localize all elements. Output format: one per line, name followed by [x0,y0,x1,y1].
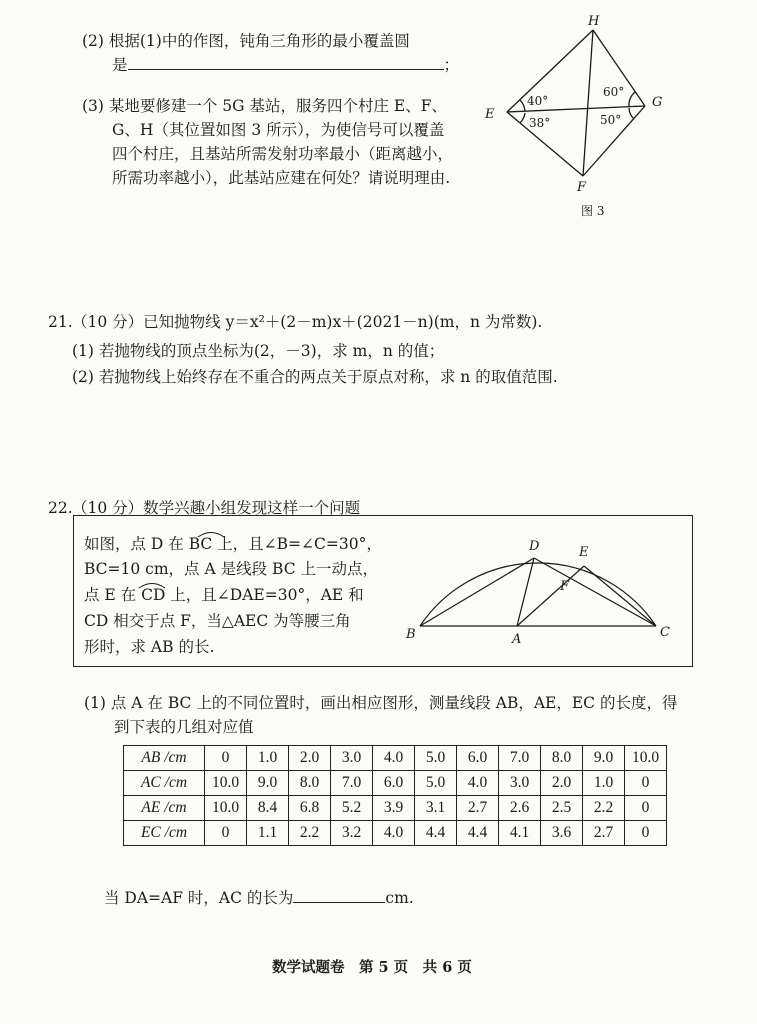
q21-part1: (1) 若抛物线的顶点坐标为(2，－3)，求 m，n 的值； [72,342,445,360]
point-B-label: B [406,627,416,642]
table-cell: 2.5 [541,796,583,821]
table-cell: 10.0 [205,796,247,821]
segment-HF [583,30,593,176]
arc-BC [420,563,656,626]
vertex-F-label: F [577,180,587,195]
table-cell: 1.0 [583,771,625,796]
q20-part2-suffix: ； [443,56,460,74]
answer-blank[interactable] [128,69,444,70]
row-header-EC: EC /cm [124,821,205,846]
table-cell: 2.2 [289,821,331,846]
q22-stem: （10 分）数学兴趣小组发现这样一个问题 [72,499,361,517]
point-A-label: A [512,632,522,647]
table-cell: 2.6 [499,796,541,821]
segment-DC [534,558,656,626]
table-cell: 3.6 [541,821,583,846]
segment-DA [517,558,534,626]
table-cell: 1.0 [247,746,289,771]
angle-50-label: 50° [600,113,622,127]
table-cell: 3.2 [331,821,373,846]
q22-box-line1: 如图，点 D 在 BC 上，且∠B=∠C=30°， [84,535,382,553]
q20-part2-line2 [112,54,459,76]
segment-AE [517,566,584,626]
q20-part3-line4: 所需功率越小），此基站应建在何处？请说明理由. [112,169,451,187]
table-cell: 0 [625,796,667,821]
table-cell: 9.0 [583,746,625,771]
q20-part3-line3: 四个村庄，且基站所需发射功率最小（距离越小， [112,145,454,163]
table-cell: 6.8 [289,796,331,821]
q22-box-line5: 形时，求 AB 的长. [84,638,215,656]
table-cell: 4.0 [373,746,415,771]
table-cell: 2.2 [583,796,625,821]
table-cell: 2.7 [457,796,499,821]
table-row [124,771,667,796]
table-cell: 1.1 [247,821,289,846]
q21-stem: （10 分）已知抛物线 y＝x²＋(2－m)x＋(2021－n)(m，n 为常数). [72,313,543,331]
q22-arc-figure [398,528,688,656]
point-D-label: D [529,539,540,554]
q22-number: 22. [48,499,73,517]
q22-box-line2: BC=10 cm，点 A 是线段 BC 上一动点， [84,560,378,578]
page-footer: 数学试题卷 第 5 页 共 6 页 [272,959,472,976]
q22-measurement-table [123,745,667,846]
table-cell: 6.0 [457,746,499,771]
row-header-AE: AE /cm [124,796,205,821]
table-cell: 2.0 [541,771,583,796]
table-cell: 8.4 [247,796,289,821]
arc-mark-BC [196,530,226,538]
table-cell: 0 [625,771,667,796]
angle-40-label: 40° [527,94,549,108]
q20-part3-line2: G、H（其位置如图 3 所示），为使信号可以覆盖 [112,121,445,139]
q20-part2-prefix: 是 [112,56,128,74]
table-cell: 10.0 [205,771,247,796]
point-F-label: F [560,579,570,594]
figure-3-caption: 图 3 [581,204,605,218]
angle-60-label: 60° [603,85,625,99]
angle-38-label: 38° [529,116,551,130]
segment-BD [420,558,534,626]
table-cell: 8.0 [541,746,583,771]
vertex-E-label: E [485,107,495,122]
table-row [124,796,667,821]
table-cell: 3.9 [373,796,415,821]
figure-3-quadrilateral [480,8,680,223]
q22-box-line3: 点 E 在 CD 上，且∠DAE=30°，AE 和 [84,586,364,604]
answer-blank[interactable] [293,902,385,903]
table-cell: 3.0 [331,746,373,771]
arc-mark-CD [137,581,167,589]
vertex-G-label: G [652,95,663,110]
table-cell: 2.0 [289,746,331,771]
table-row [124,746,667,771]
table-cell: 4.4 [457,821,499,846]
table-cell: 7.0 [499,746,541,771]
q20-part3-line1: (3) 某地要修建一个 5G 基站，服务四个村庄 E、F、 [82,97,447,115]
q20-part2-line1: (2) 根据(1)中的作图，钝角三角形的最小覆盖圆 [82,32,410,50]
q22-fill-suffix: cm. [385,889,414,907]
point-C-label: C [660,625,670,640]
q22-box-line4: CD 相交于点 F，当△AEC 为等腰三角 [84,612,351,630]
q22-part1-line1: (1) 点 A 在 BC 上的不同位置时，画出相应图形，测量线段 AB，AE，EC 的长度，得 [84,694,678,712]
table-cell: 0 [205,821,247,846]
table-cell: 4.0 [373,821,415,846]
table-cell: 5.2 [331,796,373,821]
table-cell: 0 [205,746,247,771]
q22-part1-line2: 到下表的几组对应值 [114,718,254,736]
segment-EC [584,566,656,626]
table-cell: 10.0 [625,746,667,771]
table-cell: 8.0 [289,771,331,796]
q22-fill-prefix: 当 DA=AF 时，AC 的长为 [104,889,294,907]
table-cell: 4.0 [457,771,499,796]
table-row [124,821,667,846]
vertex-H-label: H [588,14,600,29]
table-cell: 7.0 [331,771,373,796]
table-cell: 4.4 [415,821,457,846]
table-cell: 5.0 [415,771,457,796]
table-cell: 9.0 [247,771,289,796]
row-header-AC: AC /cm [124,771,205,796]
table-cell: 3.0 [499,771,541,796]
q21-part2: (2) 若抛物线上始终存在不重合的两点关于原点对称，求 n 的取值范围. [72,368,558,386]
row-header-AB: AB /cm [124,746,205,771]
q21-number: 21. [48,313,73,331]
table-cell: 6.0 [373,771,415,796]
table-cell: 4.1 [499,821,541,846]
point-E-label: E [579,545,589,560]
table-cell: 5.0 [415,746,457,771]
table-cell: 3.1 [415,796,457,821]
q22-fill-line [104,887,414,909]
table-cell: 0 [625,821,667,846]
segment-HE [507,30,593,112]
table-cell: 2.7 [583,821,625,846]
